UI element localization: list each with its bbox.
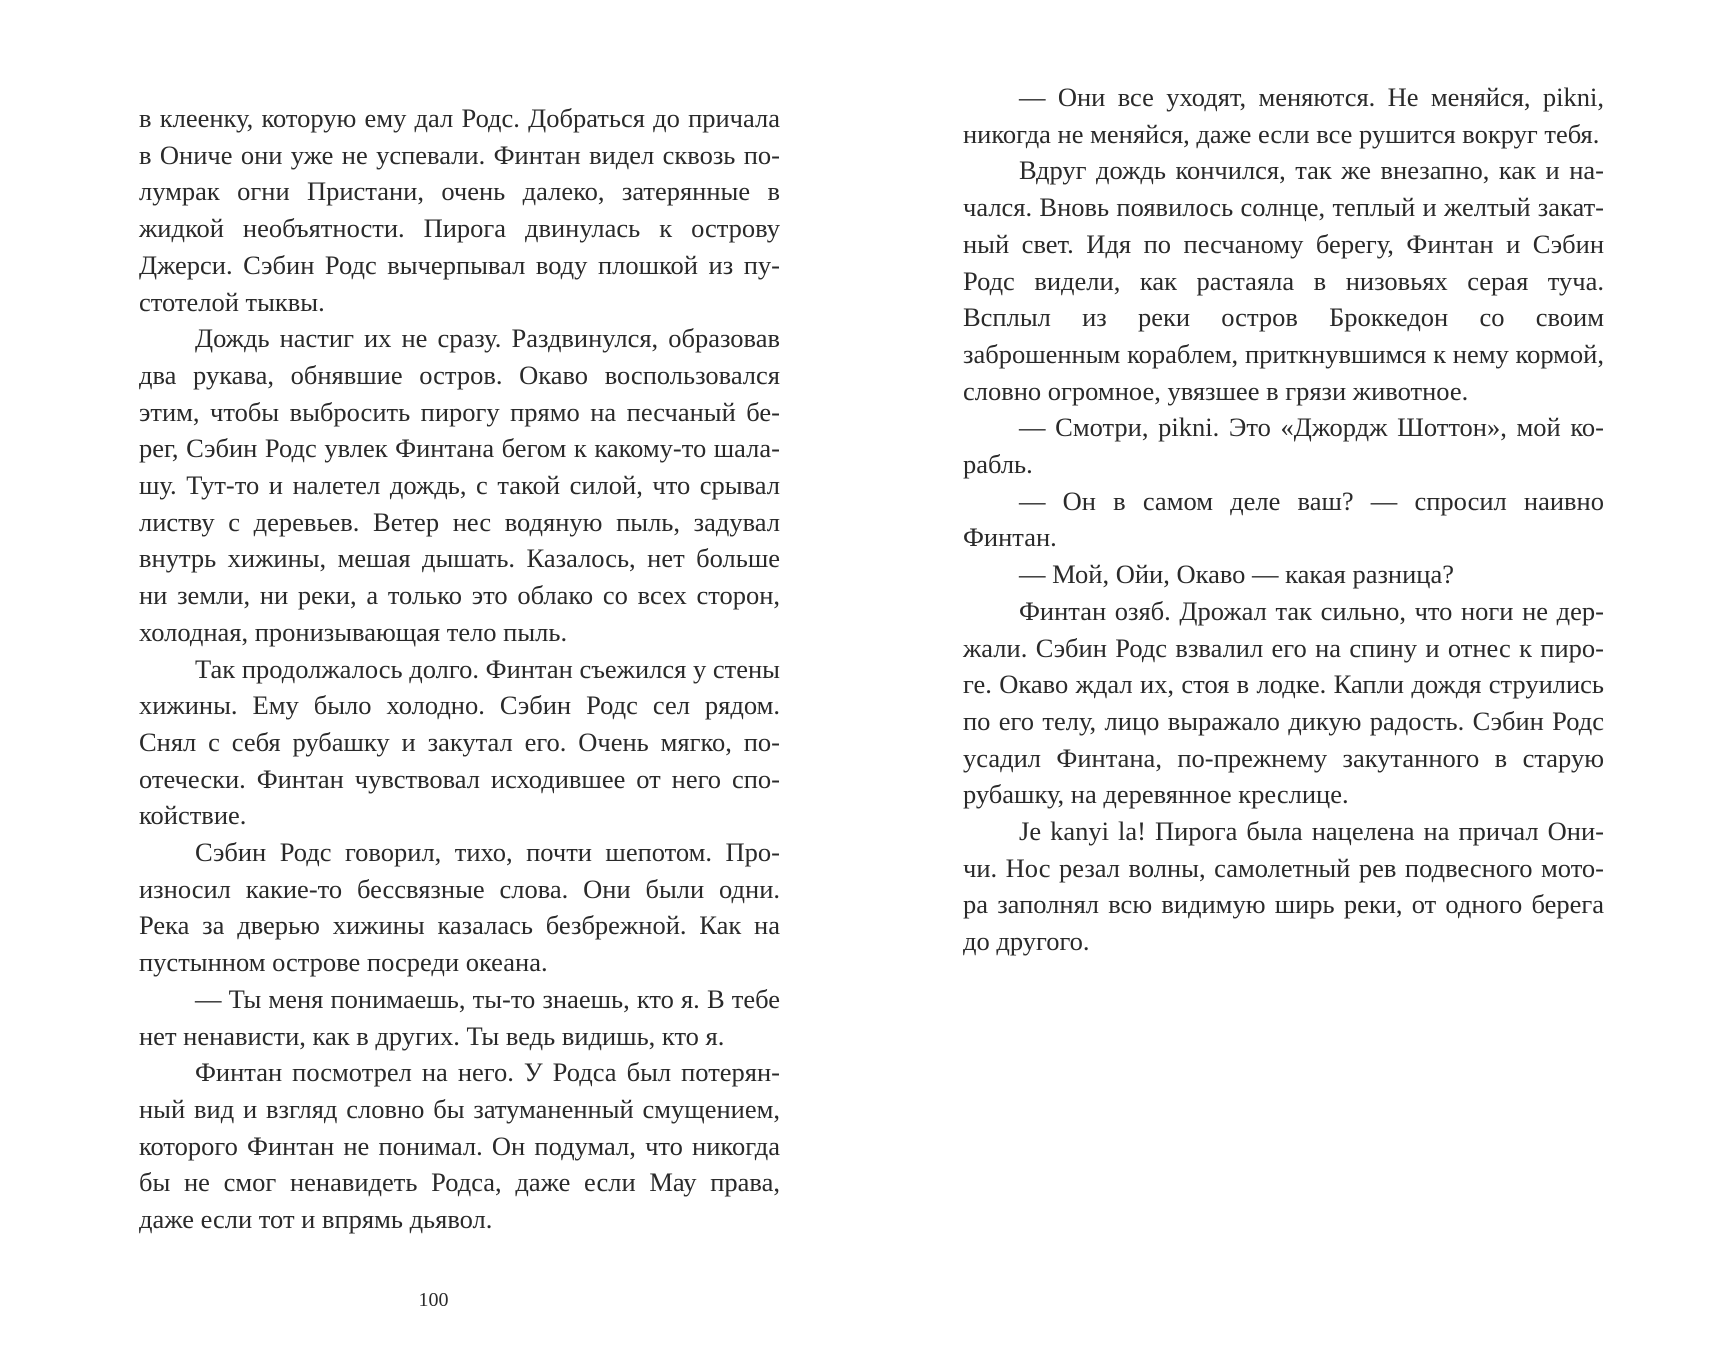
left-page-text (139, 100, 780, 1238)
page-number: 100 (418, 1289, 449, 1311)
paragraph: — Он в самом деле ваш? — спросил наивно Финтан. (963, 485, 1604, 553)
paragraph: Дождь настиг их не сразу. Раздвинулся, образовав два рукава, обнявшие остров. Окаво воспользовался этим, чтобы выбросить пирогу прямо на песчаный берег, Сэбин Родс увлек Финтана бегом к какому-то шалашу. Тут-то и налетел дождь, с такой силой, что срывал листву с деревьев. Ветер нес водяную пыль, задувал внутрь хижины, мешая дышать. Казалось, нет больше ни земли, ни реки, а только это облако со всех сторон, холодная, пронизывающая тело пыль. (139, 323, 780, 647)
right-page (867, 0, 1734, 1362)
paragraph: Вдруг дождь кончился, так же внезапно, как и начался. Вновь появилось солнце, теплый и желтый закатный свет. Идя по песчаному берегу, Финтан и Сэбин Родс видели, как растаяла в низовьях серая туча. Всплыл из реки остров Броккедон со своим заброшенным кораблем, приткнувшимся к нему кормой, словно огромное, увязшее в грязи животное. (963, 155, 1604, 406)
paragraph: Финтан посмотрел на него. У Родса был потерянный вид и взгляд словно бы затуманенный смущением, которого Финтан не понимал. Он подумал, что никогда бы не смог ненавидеть Родса, даже если Мау права, даже если тот и впрямь дьявол. (139, 1057, 780, 1235)
paragraph: — Мой, Ойи, Окаво — какая разница? (1019, 559, 1454, 590)
paragraph: Je kanyi la! Пирога была нацелена на причал Оничи. Нос резал волны, самолетный рев подвесного мотора заполнял всю видимую ширь реки, от одного берега до другого. (963, 816, 1604, 957)
paragraph: — Смотри, pikni. Это «Джордж Шоттон», мой корабль. (963, 412, 1604, 480)
paragraph: в клеенку, которую ему дал Родс. Добраться до причала в Ониче они уже не успевали. Финтан видел сквозь полумрак огни Пристани, очень далеко, затерянные в жидкой необъятности. Пирога двинулась к острову Джерси. Сэбин Родс вычерпывал воду плошкой из пустотелой тыквы. (139, 103, 780, 317)
right-page-text (963, 79, 1604, 960)
paragraph: Так продолжалось долго. Финтан съежился у стены хижины. Ему было холодно. Сэбин Родс сел рядом. Снял с себя рубашку и закутал его. Очень мягко, поотечески. Финтан чувствовал исходившее от него спокойствие. (139, 653, 780, 831)
paragraph: — Ты меня понимаешь, ты-то знаешь, кто я. В тебе нет ненависти, как в других. Ты ведь видишь, кто я. (139, 983, 780, 1051)
paragraph: Финтан озяб. Дрожал так сильно, что ноги не держали. Сэбин Родс взвалил его на спину и отнес к пироге. Окаво ждал их, стоя в лодке. Капли дождя струились по его телу, лицо выражало дикую радость. Сэбин Родс усадил Финтана, по-прежнему закутанного в старую рубашку, на деревянное креслице. (963, 595, 1604, 810)
paragraph: — Они все уходят, меняются. Не меняйся, pikni, никогда не меняйся, даже если все рушится вокруг тебя. (963, 82, 1604, 149)
paragraph: Сэбин Родс говорил, тихо, почти шепотом. Произносил какие-то бессвязные слова. Они были одни. Река за дверью хижины казалась безбрежной. Как на пустынном острове посреди океана. (139, 837, 780, 978)
